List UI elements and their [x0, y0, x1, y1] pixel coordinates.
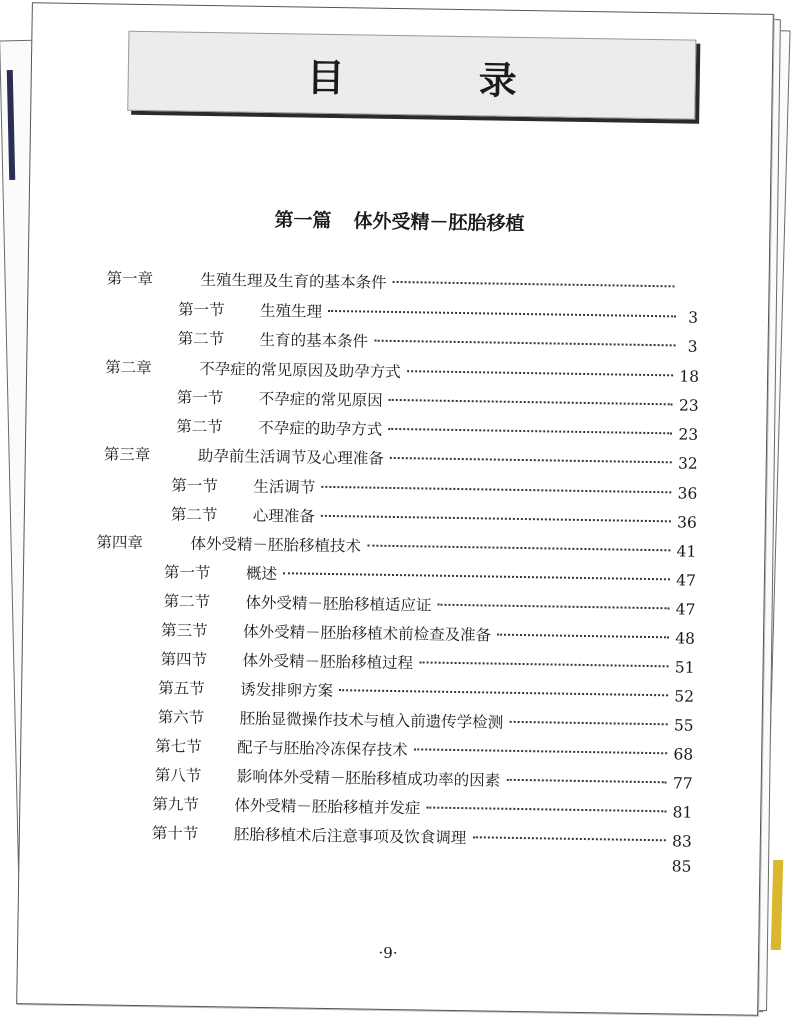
toc-page-number: 47	[676, 571, 697, 590]
toc-number: 第四章	[96, 533, 144, 553]
footer-page-number: ·9·	[378, 943, 398, 963]
page-footer	[18, 938, 758, 968]
leader-dots	[367, 545, 671, 552]
toc-section[interactable]	[152, 792, 692, 824]
toc-title: 体外受精－胚胎移植过程	[242, 651, 414, 673]
leader-dots	[374, 340, 675, 347]
toc-number: 第七节	[155, 737, 202, 756]
toc-title: 生殖生理	[259, 301, 323, 321]
part-heading	[29, 201, 769, 240]
toc-section[interactable]	[171, 502, 697, 534]
leader-dots	[438, 604, 670, 610]
toc-number: 第一节	[177, 300, 225, 320]
title-banner	[127, 31, 696, 120]
toc-number: 第二节	[176, 417, 223, 437]
toc-number: 第八节	[154, 766, 202, 785]
leader-dots	[393, 281, 675, 287]
toc-number: 第十节	[151, 824, 199, 843]
leader-dots	[339, 689, 668, 696]
toc-title: 配子与胚胎冷冻保存技术	[237, 738, 408, 760]
toc-page-number: 41	[676, 542, 697, 561]
toc-number: 第三章	[103, 445, 151, 465]
toc-number: 第一章	[106, 269, 154, 289]
leader-dots	[497, 634, 669, 639]
toc-title: 生殖生理及生育的基本条件	[200, 270, 387, 292]
part-label: 第一篇	[274, 209, 332, 232]
leader-dots	[388, 428, 672, 434]
toc-number: 第二节	[170, 505, 218, 525]
toc-trailing-page	[639, 857, 691, 882]
toc-page-number: 52	[674, 687, 695, 706]
toc-section[interactable]	[164, 560, 696, 592]
toc-number: 第一节	[163, 563, 211, 583]
toc-number: 第一节	[171, 476, 218, 496]
leader-dots	[390, 457, 672, 463]
toc-title: 生活调节	[253, 477, 316, 497]
toc-page-number: 77	[672, 774, 693, 793]
toc-page-number: 47	[675, 600, 696, 619]
toc-page-number: 48	[675, 629, 696, 648]
toc-section[interactable]	[160, 647, 694, 679]
toc-section[interactable]	[178, 298, 698, 330]
toc-page-number: 51	[674, 658, 695, 677]
toc-section[interactable]	[177, 327, 697, 359]
leader-dots	[506, 779, 667, 784]
leader-dots	[389, 399, 673, 405]
toc-number: 第二节	[177, 329, 225, 349]
toc-page-number: 3	[687, 337, 698, 356]
toc-number: 第六节	[157, 708, 205, 728]
toc-title: 诱发排卵方案	[240, 680, 334, 701]
toc-title: 胚胎移植术后注意事项及饮食调理	[233, 825, 467, 848]
toc-page-number: 83	[671, 832, 692, 851]
toc-title: 不孕症的常见原因	[258, 389, 383, 410]
leader-dots	[407, 370, 674, 376]
toc-number: 第二节	[163, 592, 211, 612]
toc-chapter[interactable]	[105, 355, 699, 388]
leader-dots	[509, 721, 668, 725]
toc-section[interactable]	[171, 473, 697, 505]
toc-list	[29, 265, 769, 876]
toc-section[interactable]	[176, 415, 698, 447]
toc-title: 胚胎显微操作技术与植入前遗传学检测	[239, 709, 504, 732]
toc-page-number: 18	[679, 367, 700, 386]
toc-section[interactable]	[155, 734, 693, 766]
toc-page-number: 85	[671, 857, 692, 876]
toc-title: 体外受精－胚胎移植并发症	[234, 796, 421, 818]
toc-page	[16, 2, 774, 1016]
toc-title: 心理准备	[252, 506, 316, 526]
toc-section[interactable]	[155, 763, 693, 795]
toc-chapter[interactable]	[96, 530, 696, 563]
toc-chapter[interactable]	[104, 442, 698, 475]
toc-section[interactable]	[163, 589, 695, 621]
toc-title: 体外受精－胚胎移植适应证	[245, 593, 432, 615]
leader-dots	[414, 748, 668, 754]
toc-title: 助孕前生活调节及心理准备	[197, 446, 384, 468]
toc-number: 第四节	[160, 650, 208, 670]
toc-section[interactable]	[177, 386, 699, 418]
leader-dots	[328, 310, 676, 317]
leader-dots	[472, 836, 666, 841]
toc-page-number: 32	[677, 454, 698, 473]
toc-number: 第二章	[105, 358, 152, 378]
cover-edge-yellow	[771, 860, 784, 950]
leader-dots	[283, 572, 670, 580]
leader-dots	[419, 661, 669, 667]
toc-page-number: 55	[673, 716, 694, 735]
toc-title: 影响体外受精－胚胎移植成功率的因素	[236, 767, 501, 790]
toc-title: 体外受精－胚胎移植技术	[190, 534, 362, 556]
toc-number: 第五节	[158, 679, 205, 699]
toc-page-number: 36	[676, 513, 697, 532]
toc-number: 第一节	[176, 388, 224, 408]
toc-page-number: 81	[672, 803, 693, 822]
toc-page-number: 36	[677, 484, 698, 503]
toc-section[interactable]	[161, 618, 695, 650]
leader-dots	[426, 807, 666, 813]
toc-number: 第九节	[152, 795, 199, 814]
toc-page-number: 68	[673, 745, 694, 764]
toc-number: 第三节	[160, 621, 208, 641]
toc-page-number: 23	[678, 425, 699, 444]
toc-page-number: 23	[678, 396, 699, 415]
toc-title: 不孕症的助孕方式	[258, 418, 383, 439]
toc-section[interactable]	[152, 821, 692, 853]
toc-section[interactable]	[158, 705, 694, 737]
toc-title: 不孕症的常见原因及助孕方式	[199, 359, 401, 382]
toc-title: 体外受精－胚胎移植术前检查及准备	[242, 622, 492, 645]
toc-title: 生育的基本条件	[259, 330, 369, 351]
toc-page-number: 3	[688, 308, 699, 327]
page-title: 目 录	[306, 55, 566, 104]
leader-dots	[321, 515, 671, 523]
toc-title: 概述	[245, 564, 278, 584]
toc-section[interactable]	[158, 676, 694, 708]
part-name: 体外受精－胚胎移植	[353, 210, 525, 235]
leader-dots	[321, 486, 671, 494]
toc-chapter[interactable]	[106, 266, 696, 299]
